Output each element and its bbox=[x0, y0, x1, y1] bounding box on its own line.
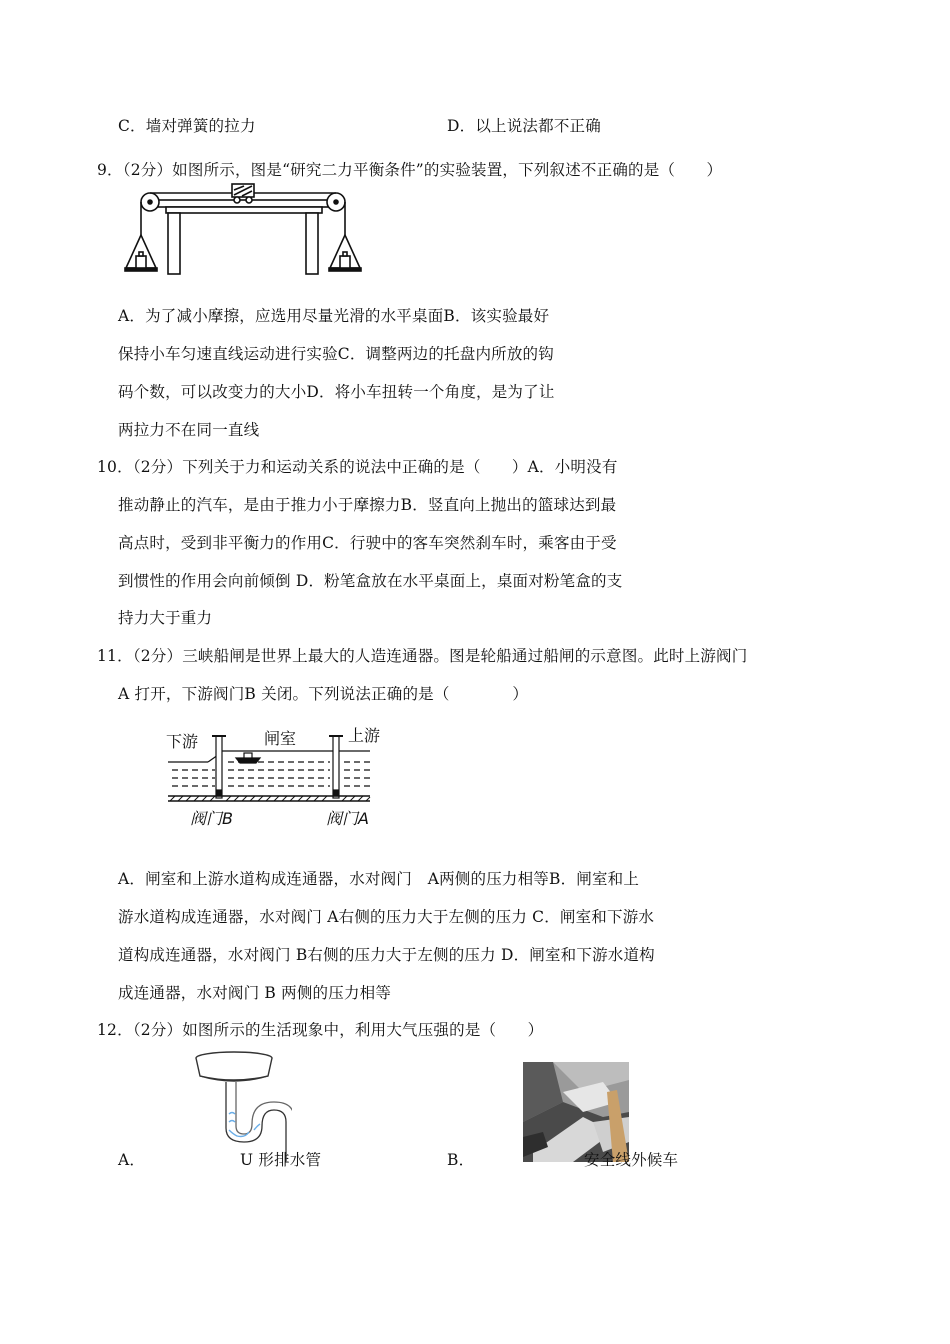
q10-line-3: 高点时，受到非平衡力的作用C．行驶中的客车突然刹车时，乘客由于受 bbox=[118, 534, 617, 552]
q11-option-line-4: 成连通器，水对阀门 B 两侧的压力相等 bbox=[118, 984, 392, 1002]
label-valve-a: 阀门A bbox=[326, 809, 369, 828]
q12-option-b-letter: B． bbox=[447, 1151, 475, 1169]
q10-line-1: 10．（2分）下列关于力和运动关系的说法中正确的是（ ）A．小明没有 bbox=[97, 458, 618, 476]
q9-line-1: A．为了减小摩擦，应选用尽量光滑的水平桌面B．该实验最好 bbox=[118, 307, 550, 325]
balance-apparatus-figure bbox=[122, 180, 367, 280]
u-drain-pipe-figure bbox=[192, 1050, 292, 1165]
q12-option-b-caption: 安全线外候车 bbox=[584, 1151, 679, 1169]
q9-line-4: 两拉力不在同一直线 bbox=[118, 421, 260, 439]
label-upstream: 上游 bbox=[348, 726, 381, 745]
ship-lock-figure bbox=[160, 720, 390, 830]
q11-line-1: 11．（2分）三峡船闸是世界上最大的人造连通器。图是轮船通过船闸的示意图。此时上游阀门 bbox=[97, 647, 748, 665]
label-valve-b: 阀门B bbox=[190, 809, 233, 828]
q10-line-5: 持力大于重力 bbox=[118, 609, 213, 627]
q12-option-a-letter: A． bbox=[118, 1151, 146, 1169]
platform-safety-line-photo bbox=[523, 1062, 629, 1162]
label-downstream: 下游 bbox=[166, 732, 199, 751]
q10-line-4: 到惯性的作用会向前倾倒 D．粉笔盒放在水平桌面上，桌面对粉笔盒的支 bbox=[118, 572, 623, 590]
q11-option-line-3: 道构成连通器，水对阀门 B右侧的压力大于左侧的压力 D．闸室和下游水道构 bbox=[118, 946, 655, 964]
q9-line-2: 保持小车匀速直线运动进行实验C．调整两边的托盘内所放的钩 bbox=[118, 345, 554, 363]
q9-stem: 9．（2分）如图所示，图是“研究二力平衡条件”的实验装置，下列叙述不正确的是（ ） bbox=[97, 161, 723, 179]
q12-option-a-caption: U 形排水管 bbox=[240, 1151, 322, 1169]
q10-line-2: 推动静止的汽车，是由于推力小于摩擦力B．竖直向上抛出的篮球达到最 bbox=[118, 496, 617, 514]
q9-line-3: 码个数，可以改变力的大小D．将小车扭转一个角度，是为了让 bbox=[118, 383, 555, 401]
q11-option-line-2: 游水道构成连通器，水对阀门 A右侧的压力大于左侧的压力 C．闸室和下游水 bbox=[118, 908, 655, 926]
q11-option-line-1: A．闸室和上游水道构成连通器，水对阀门 A两侧的压力相等B．闸室和上 bbox=[118, 870, 640, 888]
q11-line-2: A 打开，下游阀门B 关闭。下列说法正确的是（ ） bbox=[118, 685, 529, 703]
q8-option-d: D．以上说法都不正确 bbox=[447, 117, 601, 135]
q8-option-c: C．墙对弹簧的拉力 bbox=[118, 117, 256, 135]
label-chamber: 闸室 bbox=[264, 729, 297, 748]
q12-stem: 12．（2分）如图所示的生活现象中，利用大气压强的是（ ） bbox=[97, 1021, 544, 1039]
